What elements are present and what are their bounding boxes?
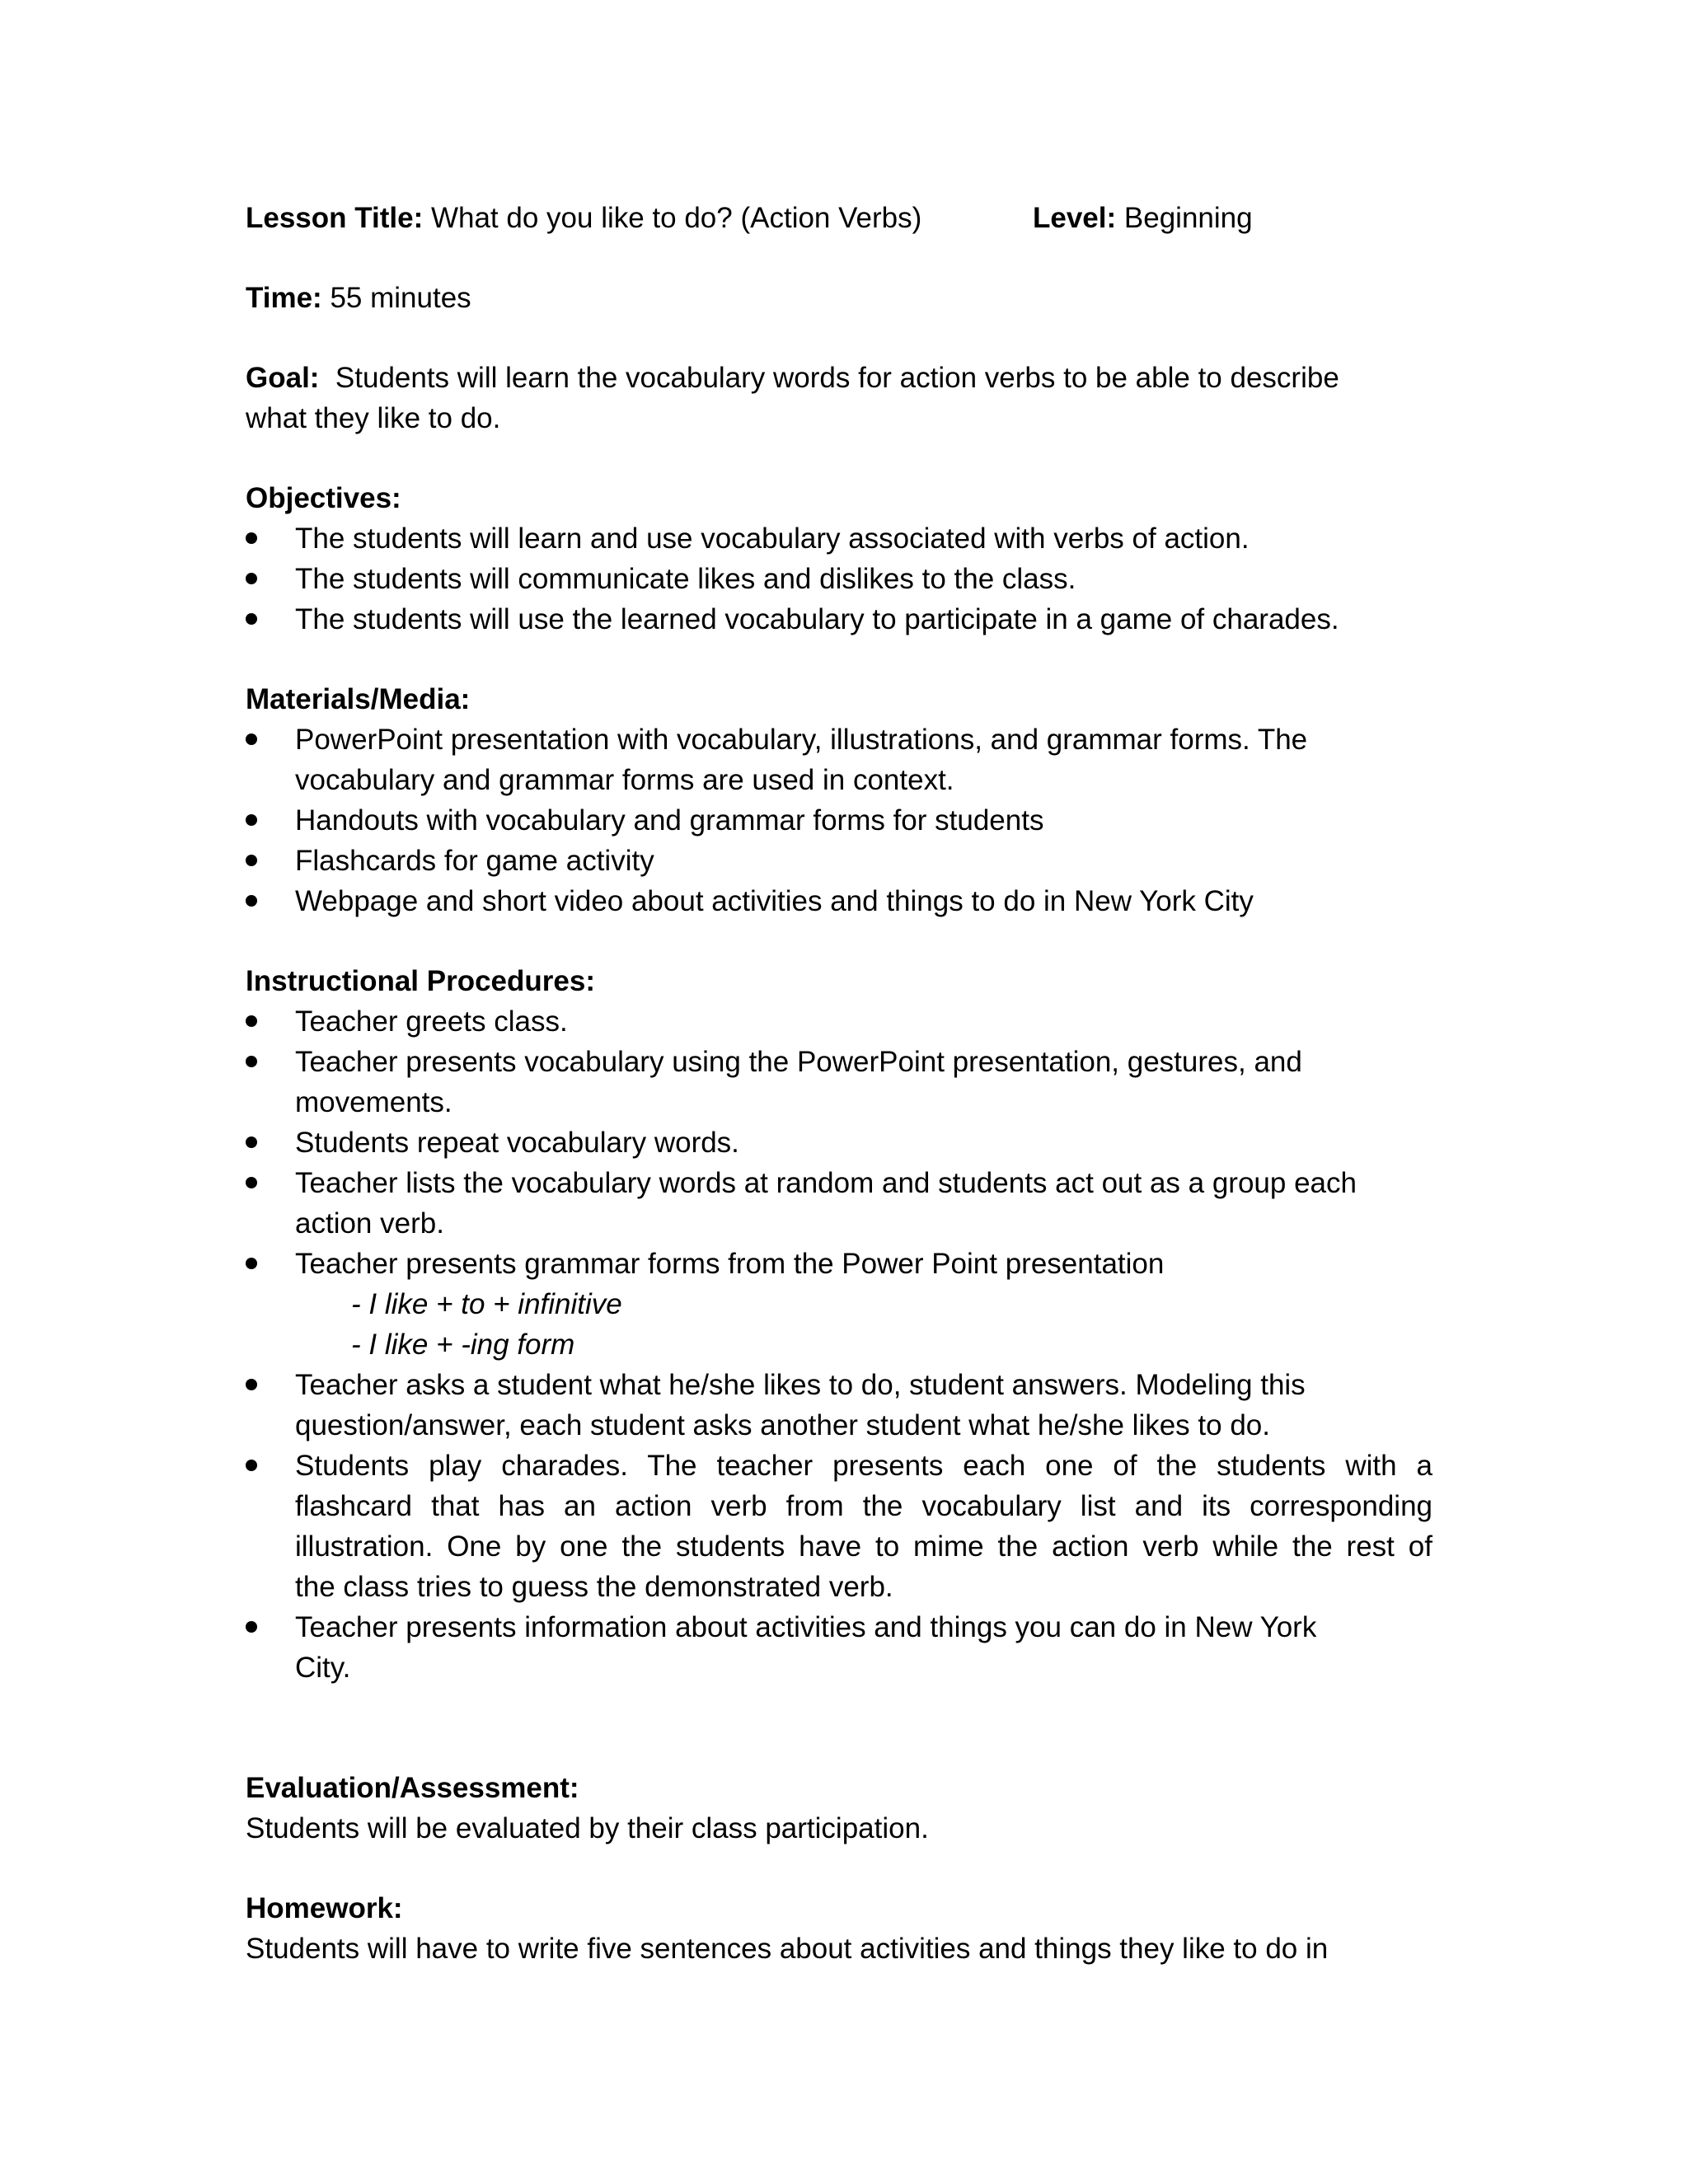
objective-text: The students will use the learned vocabulary to participate in a game of charades. [295, 603, 1339, 635]
level-label: Level: [1033, 202, 1117, 234]
procedures-heading: Instructional Procedures: [246, 965, 595, 997]
materials-heading: Materials/Media: [246, 683, 471, 715]
lesson-title-label: Lesson Title: [246, 202, 424, 234]
time-label: Time: [246, 282, 322, 314]
objective-text: The students will learn and use vocabulary associated with verbs of action. [295, 523, 1250, 555]
material-text: Handouts with vocabulary and grammar forms for students [295, 804, 1044, 837]
goal-line-2: what they like to do. [246, 402, 501, 434]
procedure-text: Teacher greets class. [295, 1005, 568, 1038]
lesson-title-line [246, 198, 921, 238]
bullet-icon [246, 1258, 257, 1269]
bullet-icon [246, 1177, 257, 1188]
goal-line-1 [246, 358, 1339, 398]
objectives-heading: Objectives: [246, 482, 401, 514]
bullet-icon [246, 1460, 257, 1471]
goal-text-1: Students will learn the vocabulary words for action verbs to be able to describe [335, 362, 1339, 394]
bullet-icon [246, 532, 257, 544]
homework-heading: Homework: [246, 1892, 403, 1924]
procedure-text-line-1: Teacher presents information about activities and things you can do in New York [295, 1611, 1317, 1643]
time-line [246, 278, 471, 318]
bullet-icon [246, 1621, 257, 1633]
procedure-text-line-3: illustration. One by one the students have to mime the action verb while the rest of [295, 1530, 1432, 1563]
level-value: Beginning [1123, 202, 1253, 234]
grammar-form-ing: - I like + -ing form [351, 1329, 575, 1361]
procedure-text: Teacher presents grammar forms from the Power Point presentation [295, 1248, 1165, 1280]
bullet-icon [246, 1137, 257, 1148]
procedure-text-line-1: Teacher lists the vocabulary words at random and students act out as a group each [295, 1167, 1357, 1199]
material-text: Webpage and short video about activities and things to do in New York City [295, 885, 1254, 917]
goal-label: Goal: [246, 362, 320, 394]
material-text-line-1: PowerPoint presentation with vocabulary, illustrations, and grammar forms. The [295, 724, 1308, 756]
evaluation-heading: Evaluation/Assessment: [246, 1772, 579, 1804]
grammar-form-infinitive: - I like + to + infinitive [351, 1288, 622, 1320]
procedure-text-line-2: action verb. [295, 1207, 444, 1240]
objective-text: The students will communicate likes and dislikes to the class. [295, 563, 1076, 595]
material-text-line-2: vocabulary and grammar forms are used in context. [295, 764, 954, 796]
bullet-icon [246, 1015, 257, 1027]
evaluation-text: Students will be evaluated by their class participation. [246, 1812, 929, 1844]
procedure-text-line-2: movements. [295, 1086, 452, 1118]
procedure-text-line-2: question/answer, each student asks another student what he/she likes to do. [295, 1409, 1270, 1441]
time-value: 55 minutes [330, 282, 471, 314]
bullet-icon [246, 613, 257, 625]
bullet-icon [246, 1056, 257, 1067]
bullet-icon [246, 895, 257, 907]
procedure-text-line-2: City. [295, 1652, 351, 1684]
homework-text: Students will have to write five sentences about activities and things they like to do in [246, 1933, 1329, 1965]
procedure-text-line-4: the class tries to guess the demonstrated verb. [295, 1571, 893, 1603]
procedure-text-line-2: flashcard that has an action verb from the vocabulary list and its corresponding [295, 1490, 1432, 1522]
material-text: Flashcards for game activity [295, 845, 654, 877]
procedure-text-line-1: Teacher presents vocabulary using the PowerPoint presentation, gestures, and [295, 1046, 1302, 1078]
bullet-icon [246, 855, 257, 866]
procedure-text-line-1: Teacher asks a student what he/she likes to do, student answers. Modeling this [295, 1369, 1306, 1401]
bullet-icon [246, 733, 257, 745]
bullet-icon [246, 814, 257, 826]
procedure-text: Students repeat vocabulary words. [295, 1127, 739, 1159]
bullet-icon [246, 573, 257, 584]
bullet-icon [246, 1379, 257, 1390]
procedure-text-line-1: Students play charades. The teacher presents each one of the students with a [295, 1450, 1432, 1482]
lesson-title-value: What do you like to do? (Action Verbs) [430, 202, 922, 234]
level-line [1033, 198, 1253, 238]
